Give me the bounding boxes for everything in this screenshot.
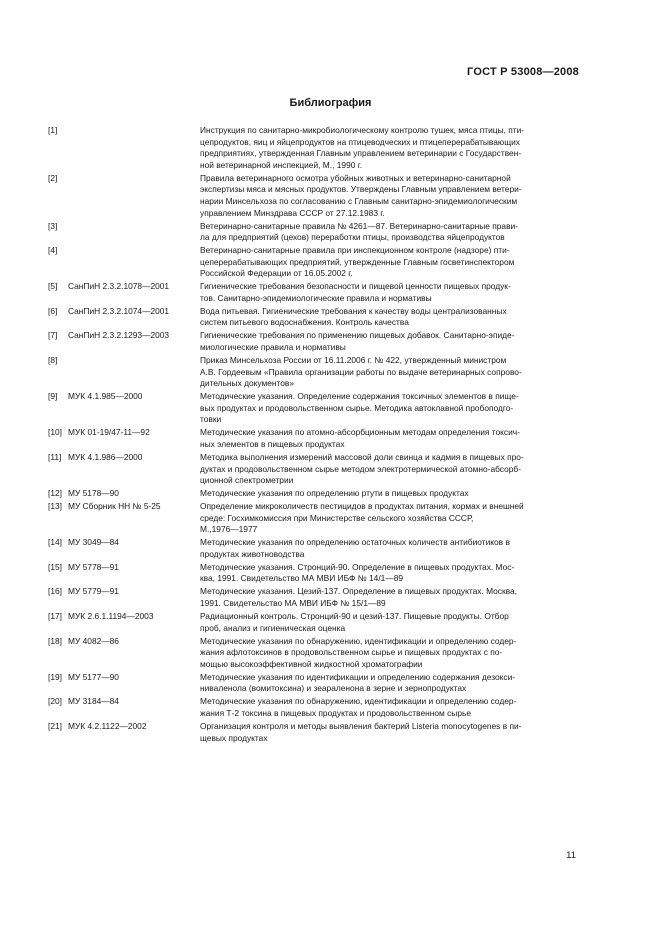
- entry-text-line: Приказ Минсельхоза России от 16.11.2006 г. № 422, утвержденный министром: [200, 355, 507, 366]
- entry-reference: [48, 281, 200, 304]
- entry-number: [18]: [48, 635, 62, 646]
- entry-text-line: Инструкция по санитарно-микробиологическому контролю тушек, мяса птицы, пти-: [200, 125, 525, 135]
- entry-reference: [48, 355, 200, 390]
- entry-code: СанПиН 2.3.2.1074—2001: [68, 305, 170, 316]
- entry-code: МУК 4.2.1122—2002: [68, 720, 147, 731]
- entry-text-line: Методические указания. Стронций-90. Определение в пищевых продуктах. Мос-: [200, 561, 515, 572]
- entry-code: МУ 3184—84: [68, 696, 119, 707]
- entry-code: МУ Сборник НН № 5-25: [68, 501, 161, 512]
- entry-text: [200, 330, 583, 353]
- entry-text-line: Ветеринарно-санитарные правила при инспекционном контроле (надзоре) пти-: [200, 245, 510, 256]
- bibliography-list: [48, 125, 584, 745]
- entry-code: МУ 5178—90: [68, 488, 119, 499]
- entry-text-line: ква, 1991. Свидетельство МА МВИ ИБФ № 14/1—89: [200, 573, 404, 584]
- entry-code: МУК 2.6.1.1194—2003: [68, 611, 154, 621]
- entry-text: [200, 245, 583, 280]
- entry-reference: [48, 672, 200, 695]
- entry-number: [14]: [48, 537, 62, 548]
- bibliography-entry: [48, 501, 584, 536]
- entry-text: [200, 125, 583, 171]
- bibliography-entry: [48, 611, 584, 634]
- document-header: ГОСТ Р 53008—2008: [467, 66, 579, 78]
- bibliography-entry: [48, 427, 584, 450]
- entry-text: [200, 721, 583, 744]
- entry-code: МУ 3049—84: [68, 537, 119, 548]
- entry-text-line: ционной спектрометрии: [200, 475, 294, 486]
- entry-reference: [48, 488, 200, 500]
- entry-number: [10]: [48, 427, 62, 438]
- entry-text-line: Методические указания по обнаружению, идентификации и определению содер-: [200, 635, 517, 646]
- entry-text: [200, 452, 583, 487]
- entry-reference: [48, 427, 200, 450]
- entry-text: [200, 501, 583, 536]
- entry-text-line: среде: Госхимкомиссия при Министерстве сельского хозяйства СССР,: [200, 512, 474, 523]
- entry-text-line: Методика выполнения измерений массовой доли свинца и кадмия в пищевых про-: [200, 451, 524, 462]
- entry-code: МУК 01-19/47-11—92: [68, 427, 150, 438]
- entry-text-line: тов. Санитарно-эпидемиологические правила и нормативы: [200, 292, 432, 303]
- entry-number: [2]: [48, 172, 58, 183]
- entry-text-line: Российской Федерации от 16.05.2002 г.: [200, 268, 353, 279]
- entry-number: [13]: [48, 501, 62, 512]
- entry-reference: [48, 586, 200, 609]
- entry-text: [200, 672, 583, 695]
- entry-reference: [48, 306, 200, 329]
- entry-code: МУК 4.1.985—2000: [68, 391, 143, 402]
- entry-text-line: Гигиенические требования безопасности и пищевой ценности пищевых продук-: [200, 281, 511, 292]
- bibliography-entry: [48, 586, 584, 609]
- entry-text-line: Методические указания. Определение содержания токсичных элементов в пище-: [200, 391, 519, 402]
- entry-text-line: мощью высокоэффективной жидкостной хроматографии: [200, 658, 423, 669]
- entry-number: [16]: [48, 586, 62, 597]
- bibliography-entry: [48, 391, 584, 426]
- entry-text-line: Методические указания по определению остаточных количеств антибиотиков в: [200, 537, 510, 548]
- entry-number: [3]: [48, 220, 58, 231]
- bibliography-entry: [48, 173, 584, 219]
- entry-reference: [48, 537, 200, 560]
- entry-text-line: миологические правила и нормативы: [200, 342, 346, 353]
- entry-text-line: Определение микроколичеств пестицидов в продуктах питания, кормах и внешней: [200, 501, 524, 512]
- entry-text: [200, 221, 583, 244]
- entry-text-line: систем питьевого водоснабжения. Контроль качества: [200, 317, 409, 328]
- entry-text-line: нарии Минсельхоза по согласованию с Главным санитарно-эпидемиологическим: [200, 195, 518, 206]
- entry-number: [7]: [48, 330, 58, 341]
- bibliography-entry: [48, 306, 584, 329]
- entry-text-line: жания Т-2 токсина в пищевых продуктах и продовольственном сырье: [200, 707, 471, 718]
- entry-text: [200, 562, 583, 585]
- entry-text: [200, 306, 583, 329]
- page-number: 11: [566, 850, 576, 861]
- entry-code: СанПиН 2.3.2.1078—2001: [68, 281, 170, 292]
- bibliography-entry: [48, 537, 584, 560]
- entry-text: [200, 355, 583, 390]
- entry-number: [5]: [48, 281, 58, 292]
- entry-text: [200, 281, 583, 304]
- bibliography-entry: [48, 221, 584, 244]
- entry-code: МУ 5778—91: [68, 561, 119, 572]
- entry-text-line: Правила ветеринарного осмотра убойных животных и ветеринарно-санитарной: [200, 172, 511, 183]
- bibliography-entry: [48, 696, 584, 719]
- entry-reference: [48, 391, 200, 426]
- entry-text-line: дуктах и продовольственном сырье методом электротермической атомно-абсорб-: [200, 463, 521, 474]
- entry-text-line: продуктах животноводства: [200, 548, 305, 559]
- entry-reference: [48, 221, 200, 244]
- entry-text-line: Гигиенические требования по применению пищевых добавок. Санитарно-эпиде-: [200, 330, 515, 341]
- entry-text: [200, 586, 583, 609]
- entry-number: [20]: [48, 696, 62, 707]
- entry-number: [8]: [48, 355, 58, 366]
- entry-text-line: Вода питьевая. Гигиенические требования к качеству воды централизованных: [200, 305, 507, 316]
- entry-number: [1]: [48, 125, 58, 135]
- entry-text-line: Методические указания по атомно-абсорбционным методам определения токсич-: [200, 427, 520, 438]
- entry-number: [9]: [48, 391, 58, 402]
- entry-text-line: М.,1976—1977: [200, 524, 258, 535]
- entry-text-line: цеперерабатывающих предприятий, утвержденные Главным госветинспектором: [200, 256, 515, 267]
- entry-text: [200, 696, 583, 719]
- entry-reference: [48, 245, 200, 280]
- page-title: Библиография: [289, 97, 372, 109]
- bibliography-entry: [48, 281, 584, 304]
- entry-code: МУ 5177—90: [68, 671, 119, 682]
- entry-text-line: ла для предприятий (цехов) переработки птицы, производства яйцепродуктов: [200, 232, 505, 243]
- bibliography-entry: [48, 672, 584, 695]
- bibliography-entry: [48, 355, 584, 390]
- entry-text-line: вых продуктах и продовольственном сырье. Методика автоклавной пробоподго-: [200, 402, 514, 413]
- entry-text-line: Методические указания по идентификации и определению содержания дезокси-: [200, 671, 516, 682]
- entry-text-line: товки: [200, 414, 222, 425]
- entry-text-line: щевых продуктах: [200, 732, 268, 743]
- entry-code: СанПиН 2.3.2.1293—2003: [68, 330, 170, 341]
- entry-reference: [48, 696, 200, 719]
- entry-number: [11]: [48, 451, 62, 462]
- entry-text-line: Организация контроля и методы выявления бактерий Listeria monocytogenes в пи-: [200, 720, 522, 731]
- entry-number: [6]: [48, 305, 58, 316]
- bibliography-entry: [48, 488, 584, 500]
- entry-text-line: ных элементов в пищевых продуктах: [200, 438, 345, 449]
- entry-text-line: предприятиях, утвержденная Главным управлением ветеринарии с Государствен-: [200, 148, 522, 159]
- entry-code: МУ 5779—91: [68, 586, 119, 597]
- entry-text: [200, 611, 583, 634]
- bibliography-entry: [48, 452, 584, 487]
- entry-text-line: управлением Минздрава СССР от 27.12.1983 г.: [200, 207, 385, 218]
- entry-text: [200, 537, 583, 560]
- entry-reference: [48, 636, 200, 671]
- entry-text-line: ниваленола (вомитоксина) и зеараленона в зерне и зернопродуктах: [200, 683, 467, 694]
- entry-text-line: ной ветеринарной инспекцией, М., 1990 г.: [200, 159, 363, 170]
- entry-text: [200, 636, 583, 671]
- bibliography-entry: [48, 330, 584, 353]
- entry-text-line: 1991. Свидетельство МА МВИ ИБФ № 15/1—89: [200, 598, 386, 609]
- entry-code: МУ 4082—86: [68, 635, 119, 646]
- entry-text-line: Методические указания по определению ртути в пищевых продуктах: [200, 488, 469, 499]
- entry-text-line: Методические указания. Цезий-137. Определение в пищевых продуктах. Москва,: [200, 586, 518, 597]
- entry-reference: [48, 125, 200, 171]
- entry-reference: [48, 173, 200, 219]
- entry-number: [12]: [48, 488, 62, 499]
- bibliography-entry: [48, 245, 584, 280]
- bibliography-entry: [48, 721, 584, 744]
- entry-reference: [48, 721, 200, 744]
- entry-reference: [48, 611, 200, 634]
- entry-text-line: Радиационный контроль. Стронций-90 и цезий-137. Пищевые продукты. Отбор: [200, 611, 509, 621]
- entry-text-line: дительных документов»: [200, 378, 295, 389]
- entry-code: МУК 4.1.986—2000: [68, 451, 143, 462]
- entry-reference: [48, 452, 200, 487]
- entry-number: [21]: [48, 720, 62, 731]
- entry-text-line: Методические указания по обнаружению, идентификации и определению содер-: [200, 696, 517, 707]
- bibliography-entry: [48, 636, 584, 671]
- entry-text-line: цепродуктов, яиц и яйцепродуктов на птицеводческих и птицеперерабатывающих: [200, 136, 520, 147]
- entry-text: [200, 391, 583, 426]
- entry-text-line: Ветеринарно-санитарные правила № 4261—87. Ветеринарно-санитарные прави-: [200, 220, 518, 231]
- entry-text-line: жания афлотоксинов в продовольственном сырье и пищевых продуктах с по-: [200, 647, 503, 658]
- entry-number: [4]: [48, 245, 58, 256]
- entry-number: [17]: [48, 611, 62, 621]
- entry-number: [19]: [48, 671, 62, 682]
- bibliography-entry: [48, 562, 584, 585]
- entry-text: [200, 427, 583, 450]
- entry-reference: [48, 501, 200, 536]
- entry-number: [15]: [48, 561, 62, 572]
- bibliography-entry: [48, 125, 584, 171]
- entry-reference: [48, 562, 200, 585]
- entry-text: [200, 488, 583, 500]
- entry-text: [200, 173, 583, 219]
- entry-text-line: А.В. Гордеевым «Правила организации работы по выдаче ветеринарных сопрово-: [200, 366, 522, 377]
- entry-text-line: экспертизы мяса и мясных продуктов. Утверждены Главным управлением ветери-: [200, 184, 522, 195]
- entry-text-line: проб, анализ и гигиеническая оценка: [200, 622, 346, 633]
- entry-reference: [48, 330, 200, 353]
